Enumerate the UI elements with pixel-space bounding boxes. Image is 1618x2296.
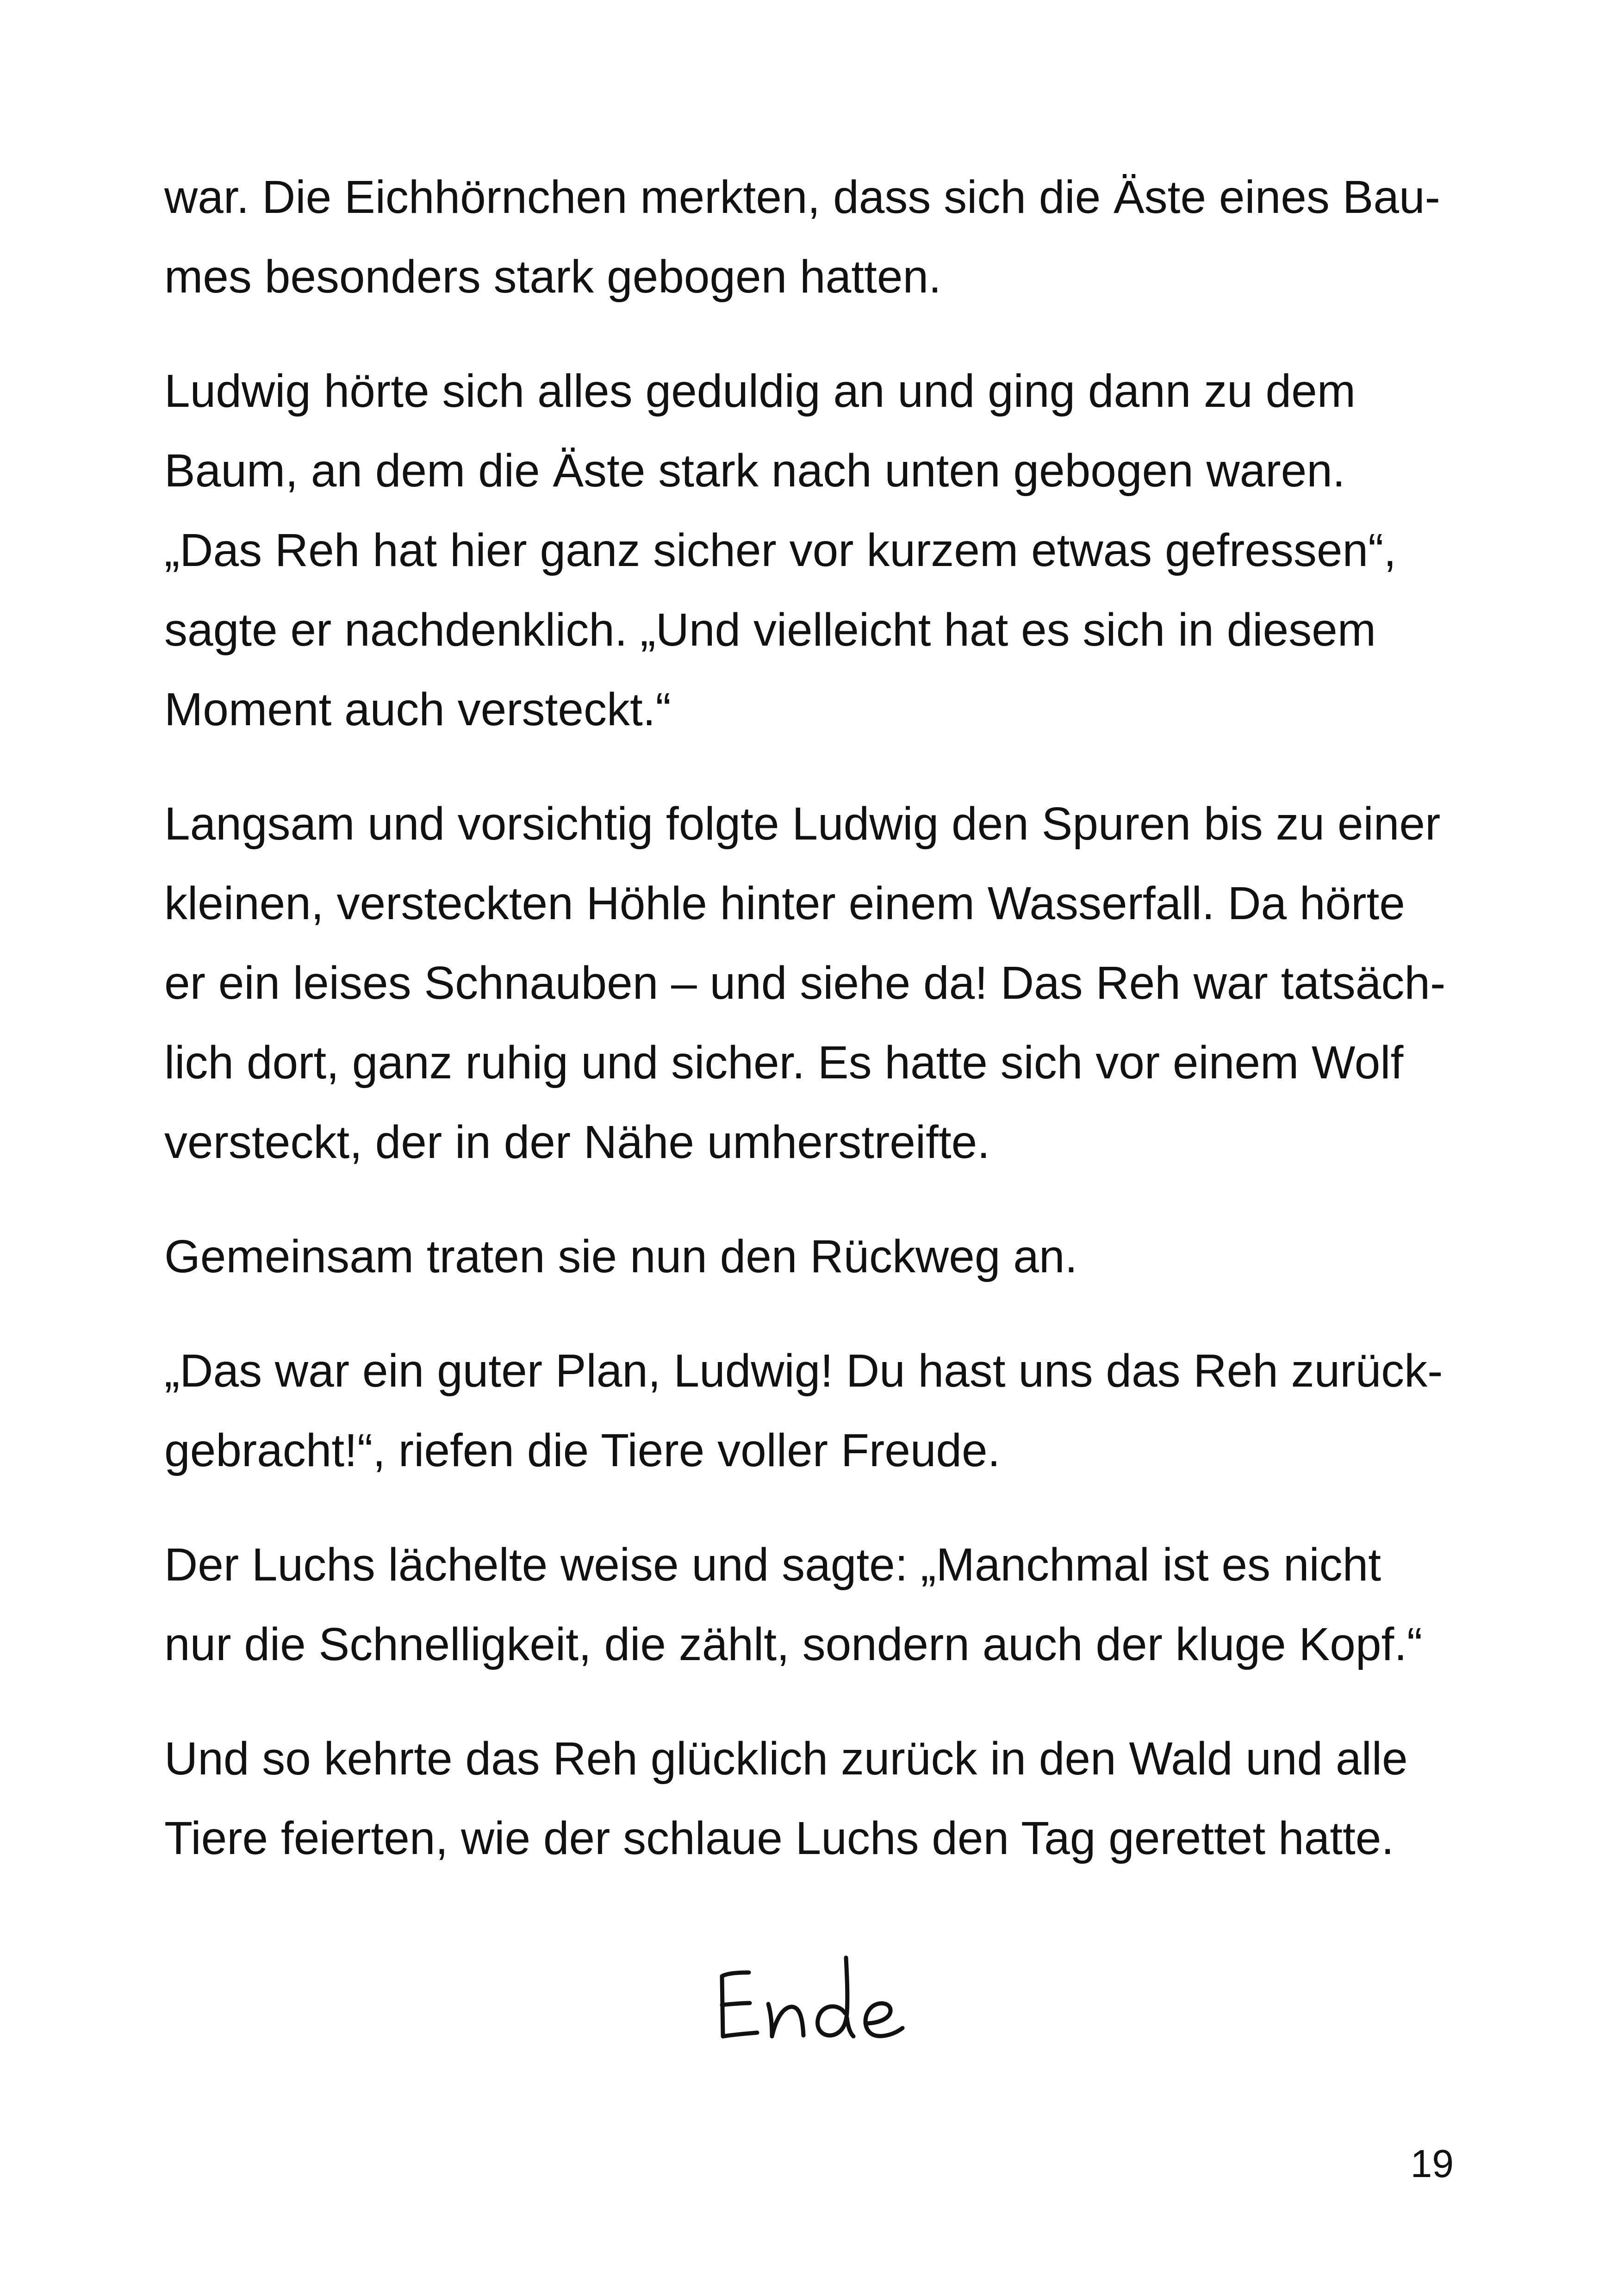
paragraph bbox=[164, 784, 1460, 1182]
paragraph bbox=[164, 157, 1460, 317]
text-line: Baum, an dem die Äste stark nach unten gebogen waren. bbox=[164, 445, 1345, 497]
paragraph bbox=[164, 1719, 1460, 1878]
page-number: 19 bbox=[1410, 2142, 1454, 2185]
text-line: sagte er nachdenklich. „Und vielleicht hat es sich in diesem bbox=[164, 604, 1376, 656]
paragraph bbox=[164, 351, 1460, 749]
text-line: nur die Schnelligkeit, die zählt, sondern auch der kluge Kopf.“ bbox=[164, 1618, 1423, 1670]
text-line: Tiere feierten, wie der schlaue Luchs den Tag gerettet hatte. bbox=[164, 1812, 1394, 1864]
text-line: Moment auch versteckt.“ bbox=[164, 684, 671, 735]
text-line: Der Luchs lächelte weise und sagte: „Manchmal ist es nicht bbox=[164, 1539, 1382, 1591]
paragraph bbox=[164, 1331, 1460, 1490]
text-line: er ein leises Schnauben – und siehe da! Das Reh war tatsäch- bbox=[164, 957, 1446, 1009]
paragraph bbox=[164, 1525, 1460, 1684]
text-line: Und so kehrte das Reh glücklich zurück in den Wald und alle bbox=[164, 1733, 1408, 1785]
text-line: mes besonders stark gebogen hatten. bbox=[164, 251, 941, 303]
text-line: Gemeinsam traten sie nun den Rückweg an. bbox=[164, 1231, 1078, 1282]
text-line: versteckt, der in der Nähe umherstreifte. bbox=[164, 1116, 990, 1168]
text-line: war. Die Eichhörnchen merkten, dass sich die Äste eines Bau- bbox=[164, 171, 1440, 223]
text-line: „Das Reh hat hier ganz sicher vor kurzem etwas gefressen“, bbox=[164, 524, 1397, 576]
handwritten-ende bbox=[713, 1948, 916, 2060]
text-line: lich dort, ganz ruhig und sicher. Es hatte sich vor einem Wolf bbox=[164, 1037, 1404, 1089]
paragraph bbox=[164, 1217, 1460, 1296]
text-line: Langsam und vorsichtig folgte Ludwig den Spuren bis zu einer bbox=[164, 798, 1441, 850]
text-line: gebracht!“, riefen die Tiere voller Freude. bbox=[164, 1425, 1001, 1476]
text-line: „Das war ein guter Plan, Ludwig! Du hast uns das Reh zurück- bbox=[164, 1345, 1443, 1397]
text-line: kleinen, versteckten Höhle hinter einem Wasserfall. Da hörte bbox=[164, 877, 1405, 929]
text-line: Ludwig hörte sich alles geduldig an und ging dann zu dem bbox=[164, 365, 1356, 417]
story-text bbox=[164, 157, 1460, 1913]
